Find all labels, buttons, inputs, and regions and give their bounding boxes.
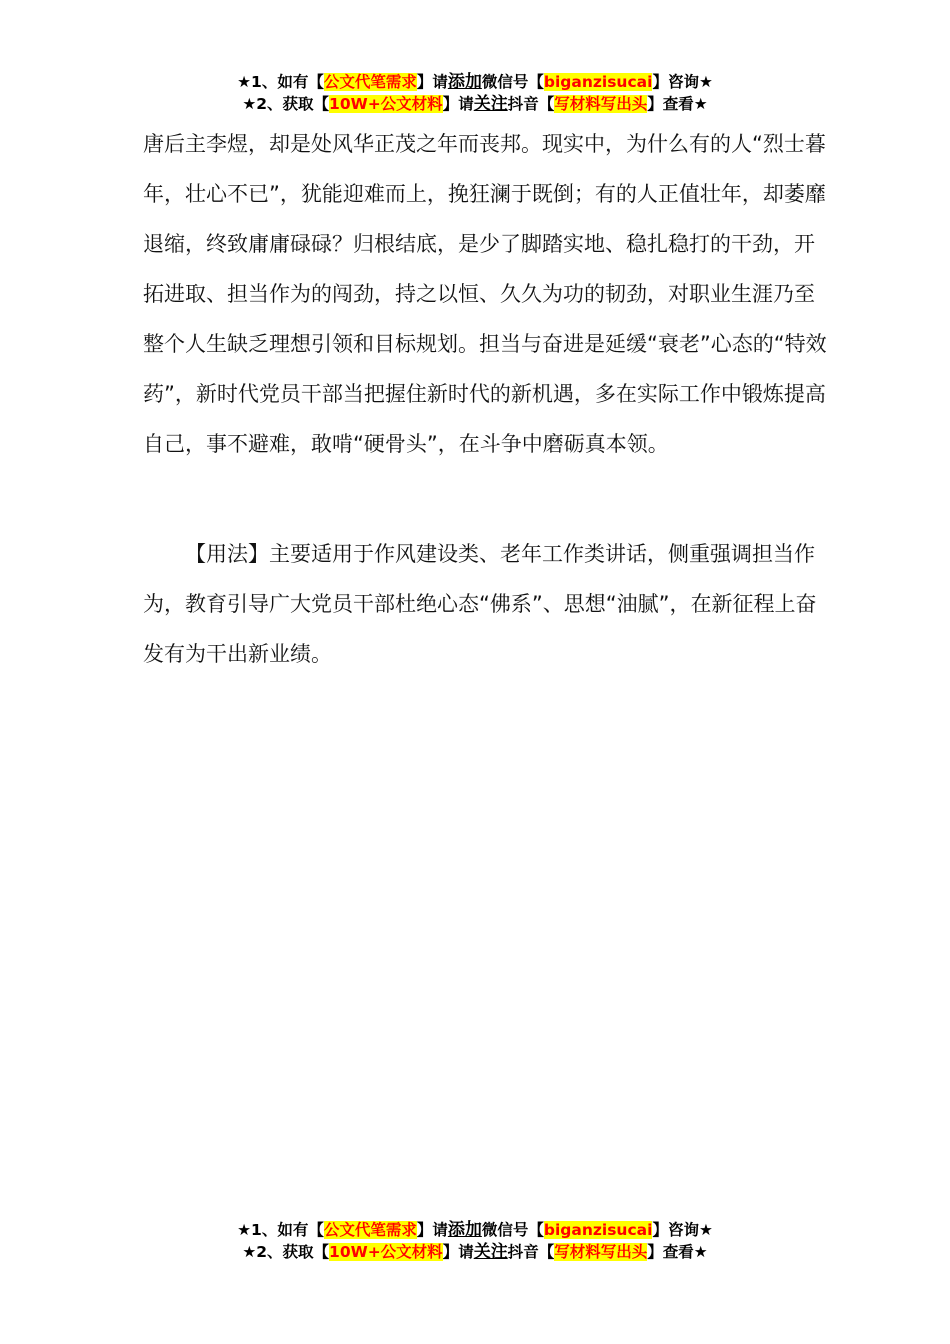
banner-text: ★1、如有【 [237, 1221, 324, 1239]
banner-text: 】查看★ [647, 1243, 708, 1261]
banner-text: 抖音【 [507, 1243, 555, 1261]
banner-douyin-id: 写材料写出头 [554, 95, 648, 113]
banner-text: 】请 [416, 73, 448, 91]
body-paragraph-usage: 【用法】主要适用于作风建设类、老年工作类讲话，侧重强调担当作为，教育引导广大党员干部杜绝心态“佛系”、思想“油腻”，在新征程上奋发有为干出新业绩。 [143, 542, 817, 666]
banner-text: 】请 [442, 95, 474, 113]
banner-highlight: 公文代笔需求 [323, 73, 417, 91]
banner-line-2 [0, 1241, 950, 1263]
banner-text: ★1、如有【 [237, 73, 324, 91]
banner-underlined-link[interactable]: 添加 [447, 1220, 482, 1240]
banner-text: 微信号【 [481, 1221, 544, 1239]
banner-highlight: 10W+公文材料 [329, 95, 443, 113]
banner-text: 抖音【 [507, 95, 555, 113]
banner-underlined-link[interactable]: 关注 [473, 1242, 508, 1262]
banner-line-2 [0, 93, 950, 115]
banner-underlined-link[interactable]: 关注 [473, 94, 508, 114]
banner-line-1 [0, 71, 950, 93]
banner-highlight: 公文代笔需求 [323, 1221, 417, 1239]
banner-text: 】请 [442, 1243, 474, 1261]
banner-text: 微信号【 [481, 73, 544, 91]
footer-banner [0, 1219, 950, 1263]
banner-wechat-id: biganzisucai [543, 73, 653, 91]
body-paragraph-1: 唐后主李煜，却是处风华正茂之年而丧邦。现实中，为什么有的人“烈士暮年，壮心不已”，犹能迎难而上，挽狂澜于既倒；有的人正值壮年，却萎靡退缩，终致庸庸碌碌？归根结底，是少了脚踏实地、稳扎稳打的干劲，开拓进取、担当作为的闯劲，持之以恒、久久为功的韧劲，对职业生涯乃至整个人生缺乏理想引领和目标规划。担当与奋进是延缓“衰老”心态的“特效药”，新时代党员干部当把握住新时代的新机遇，多在实际工作中锻炼提高自己，事不避难，敢啃“硬骨头”，在斗争中磨砺真本领。 [143, 132, 827, 456]
banner-douyin-id: 写材料写出头 [554, 1243, 648, 1261]
banner-text: 】咨询★ [652, 1221, 713, 1239]
banner-underlined-link[interactable]: 添加 [447, 72, 482, 92]
banner-text: 】咨询★ [652, 73, 713, 91]
banner-text: 】请 [416, 1221, 448, 1239]
banner-text: ★2、获取【 [242, 1243, 330, 1261]
banner-text: ★2、获取【 [242, 95, 330, 113]
banner-highlight: 10W+公文材料 [329, 1243, 443, 1261]
banner-line-1 [0, 1219, 950, 1241]
banner-wechat-id: biganzisucai [543, 1221, 653, 1239]
banner-text: 】查看★ [647, 95, 708, 113]
header-banner [0, 71, 950, 115]
